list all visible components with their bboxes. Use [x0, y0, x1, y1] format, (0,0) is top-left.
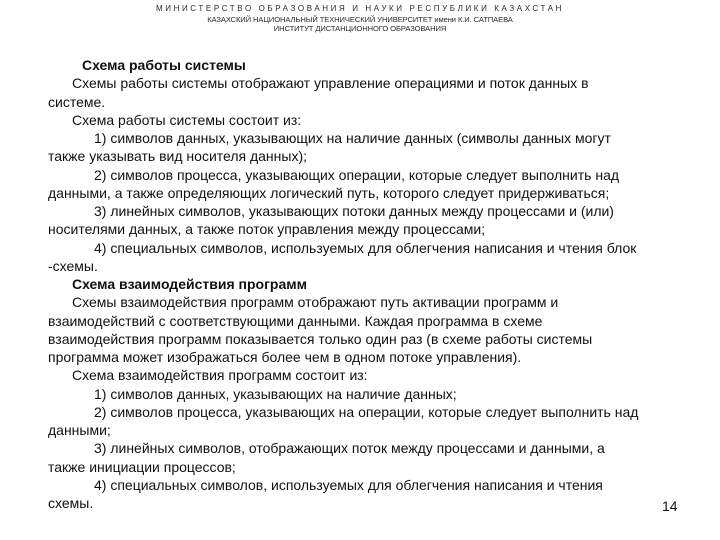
document-body: [48, 56, 688, 512]
list-item-line: 2) символов процесса, указывающих на операции, которые следует выполнить над: [94, 403, 639, 420]
paragraph-line: программа может изображаться более чем в одном потоке управления).: [48, 349, 522, 365]
paragraph-line: системе.: [48, 93, 106, 110]
list-item-line: носителями данных, а также поток управления между процессами;: [48, 221, 486, 238]
list-item-line: 4) специальных символов, используемых для облегчения написания и чтения: [94, 476, 603, 493]
header-ministry: МИНИСТЕРСТВО ОБРАЗОВАНИЯ И НАУКИ РЕСПУБЛИКИ КАЗАХСТАН: [155, 4, 565, 13]
header-institute: ИНСТИТУТ ДИСТАНЦИОННОГО ОБРАЗОВАНИЯ: [273, 24, 447, 33]
paragraph-line: Схемы работы системы отображают управление операциями и поток данных в: [72, 75, 589, 92]
list-item-line: 1) символов данных, указывающих на наличие данных;: [94, 385, 457, 402]
section-heading-program-interaction: Схема взаимодействия программ: [72, 276, 307, 292]
list-item-line: -схемы.: [48, 257, 98, 274]
paragraph-line: взаимодействий с соответствующими данными. Каждая программа в схеме: [48, 312, 543, 329]
list-item-line: схемы.: [48, 495, 94, 511]
paragraph-line: Схема работы системы состоит из:: [72, 111, 302, 128]
list-item-line: 2) символов процесса, указывающих операции, которые следует выполнить над: [94, 166, 620, 183]
list-item-line: 3) линейных символов, отображающих поток между процессами и данными, а: [94, 440, 605, 457]
paragraph-line: взаимодействия программ показывается только один раз (в схеме работы системы: [48, 330, 593, 347]
list-item-line: также инициации процессов;: [48, 458, 236, 475]
list-item-line: данными;: [48, 422, 111, 438]
section-heading-system-chart: Схема работы системы: [82, 57, 246, 73]
page-number: 14: [662, 498, 678, 514]
header-university: КАЗАХСКИЙ НАЦИОНАЛЬНЫЙ ТЕХНИЧЕСКИЙ УНИВЕРСИТЕТ имени К.И. САТПАЕВА: [207, 15, 513, 24]
list-item-line: 1) символов данных, указывающих на наличие данных (символы данных могут: [94, 130, 611, 146]
list-item-line: 3) линейных символов, указывающих потоки данных между процессами и (или): [94, 203, 614, 219]
paragraph-line: Схема взаимодействия программ состоит из:: [72, 367, 368, 384]
list-item-line: также указывать вид носителя данных);: [48, 148, 308, 165]
paragraph-line: Схемы взаимодействия программ отображают путь активации программ и: [72, 294, 559, 311]
list-item-line: 4) специальных символов, используемых для облегчения написания и чтения блок: [94, 239, 637, 256]
list-item-line: данными, а также определяющих логический путь, которого следует придерживаться;: [48, 184, 610, 201]
